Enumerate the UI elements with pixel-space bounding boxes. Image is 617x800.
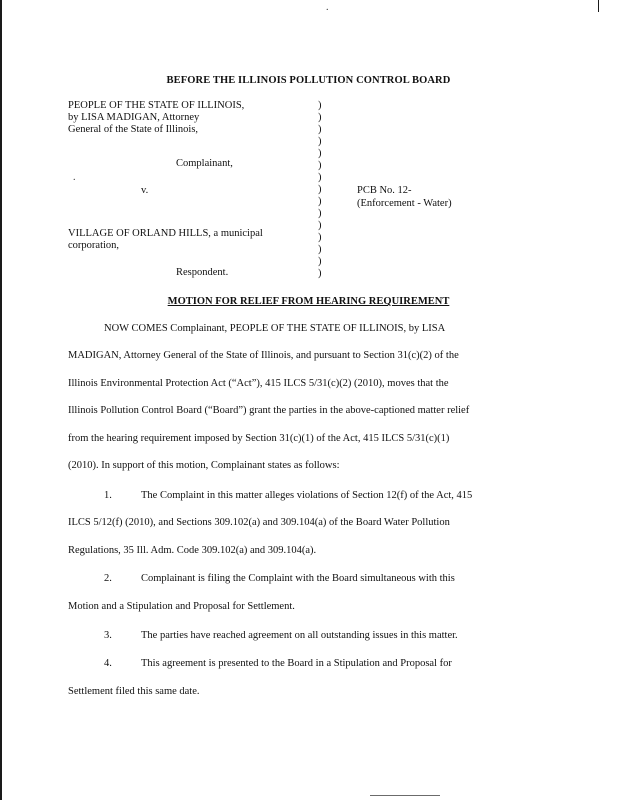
paragraph-line: Regulations, 35 Ill. Adm. Code 309.102(a) and 309.104(a).: [68, 545, 317, 556]
caption-paren: ): [318, 148, 322, 159]
paragraph-line: Settlement filed this same date.: [68, 686, 200, 697]
scan-edge-left: [0, 0, 2, 800]
plaintiff-line-1: PEOPLE OF THE STATE OF ILLINOIS,: [68, 100, 245, 111]
paragraph-line: The parties have reached agreement on all outstanding issues in this matter.: [141, 630, 458, 641]
paragraph-number: 1.: [104, 490, 112, 501]
case-type: (Enforcement - Water): [357, 198, 452, 209]
caption-paren: ): [318, 100, 322, 111]
caption-paren-column: [318, 100, 322, 280]
paragraph-line: ILCS 5/12(f) (2010), and Sections 309.102(a) and 309.104(a) of the Board Water Pollution: [68, 517, 450, 528]
scan-edge-bottom: [370, 795, 440, 796]
intro-line: from the hearing requirement imposed by Section 31(c)(1) of the Act, 415 ILCS 5/31(c)(1): [68, 433, 450, 444]
paragraph-number: 2.: [104, 573, 112, 584]
caption-paren: ): [318, 196, 322, 207]
intro-line: (2010). In support of this motion, Complainant states as follows:: [68, 460, 340, 471]
defendant-line-1: VILLAGE OF ORLAND HILLS, a municipal: [68, 228, 263, 239]
caption-paren: ): [318, 232, 322, 243]
caption-paren: ): [318, 160, 322, 171]
caption-paren: ): [318, 268, 322, 279]
intro-line: NOW COMES Complainant, PEOPLE OF THE STATE OF ILLINOIS, by LISA: [104, 323, 446, 334]
board-title: BEFORE THE ILLINOIS POLLUTION CONTROL BOARD: [166, 75, 451, 86]
caption-paren: ): [318, 124, 322, 135]
paragraph-line: Motion and a Stipulation and Proposal for Settlement.: [68, 601, 295, 612]
paragraph-line: The Complaint in this matter alleges violations of Section 12(f) of the Act, 415: [141, 490, 473, 501]
intro-line: MADIGAN, Attorney General of the State of Illinois, and pursuant to Section 31(c)(2) of the: [68, 350, 459, 361]
motion-title: MOTION FOR RELIEF FROM HEARING REQUIREMENT: [167, 296, 450, 307]
paragraph-line: Complainant is filing the Complaint with the Board simultaneous with this: [141, 573, 455, 584]
intro-line: Illinois Pollution Control Board (“Board”) grant the parties in the above-captioned matter relief: [68, 405, 470, 416]
scan-edge-mark: [598, 0, 599, 12]
caption-paren: ): [318, 112, 322, 123]
defendant-line-2: corporation,: [68, 240, 120, 251]
scan-speck: .: [326, 2, 329, 13]
paragraph-number: 3.: [104, 630, 112, 641]
caption-paren: ): [318, 256, 322, 267]
paragraph-line: This agreement is presented to the Board in a Stipulation and Proposal for: [141, 658, 452, 669]
caption-paren: ): [318, 172, 322, 183]
plaintiff-line-2: by LISA MADIGAN, Attorney: [68, 112, 200, 123]
caption-paren: ): [318, 220, 322, 231]
plaintiff-line-3: General of the State of Illinois,: [68, 124, 199, 135]
caption-paren: ): [318, 208, 322, 219]
case-number: PCB No. 12-: [357, 185, 412, 196]
scan-speck: .: [73, 172, 76, 183]
respondent-label: Respondent.: [176, 267, 229, 278]
caption-paren: ): [318, 136, 322, 147]
caption-paren: ): [318, 184, 322, 195]
intro-line: Illinois Environmental Protection Act (“Act”), 415 ILCS 5/31(c)(2) (2010), moves that the: [68, 378, 449, 389]
versus: v.: [141, 185, 149, 196]
complainant-label: Complainant,: [176, 158, 233, 169]
paragraph-number: 4.: [104, 658, 112, 669]
caption-paren: ): [318, 244, 322, 255]
